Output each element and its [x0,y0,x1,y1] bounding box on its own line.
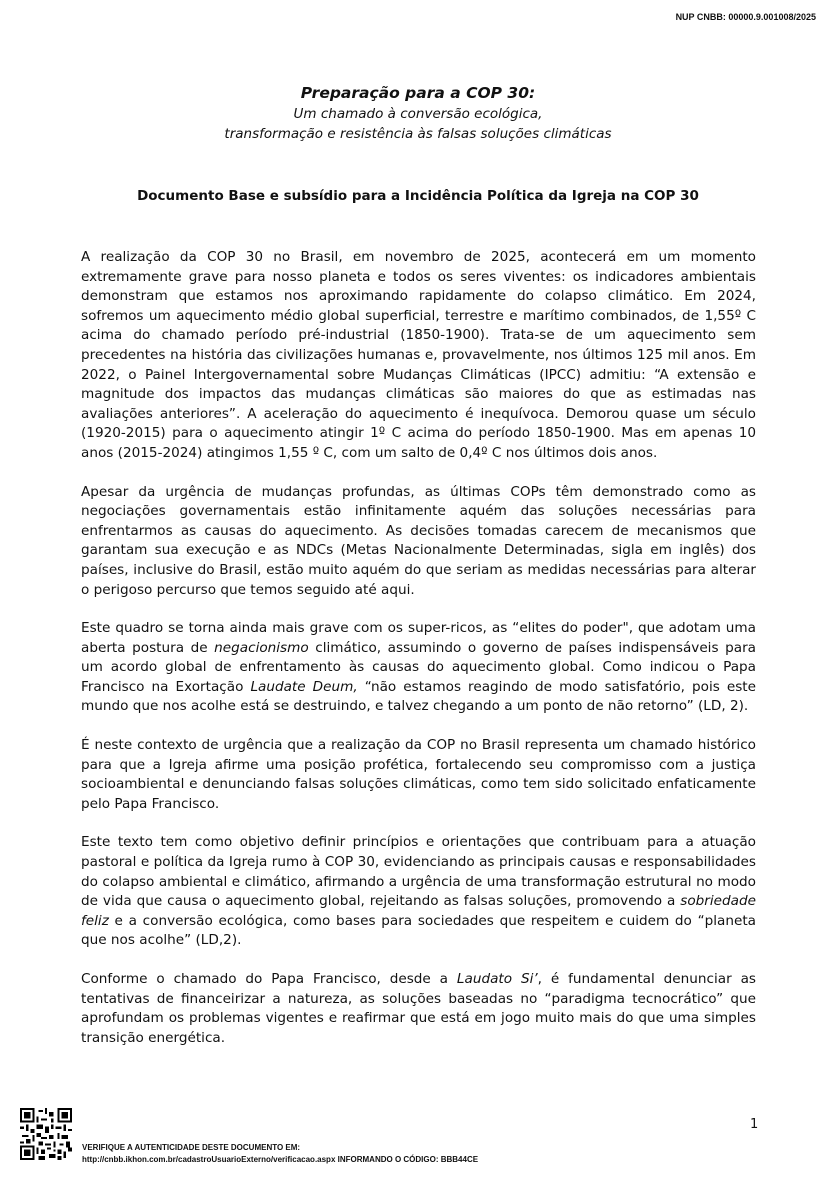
qr-code-icon [20,1108,72,1160]
nup-number: NUP CNBB: 00000.9.001008/2025 [675,12,816,22]
paragraph-3-part-c: “não estamos reagindo de modo satisfatório, pois este mundo que nos acolhe está se destruindo, e talvez chegando a um ponto de não retorno” (LD, 2). [81,678,756,715]
paragraph-3-part-a: Este quadro se torna ainda mais grave com os super-ricos, as “elites do poder", que adotam uma aberta postura de [81,620,756,656]
paragraph-6-part-a: Conforme o chamado do Papa Francisco, desde a [81,971,457,987]
document-title: Preparação para a COP 30: [300,84,536,102]
paragraph-5-emphasis: sobriedade feliz [81,893,756,929]
document-body [81,248,756,1067]
paragraph-5-part-a: Este texto tem como objetivo definir princípios e orientações que contribuam para a atuação pastoral e política da Igreja rumo à COP 30, evidenciando as principais causas e responsabilidades do colapso ambiental e climático, afirmando a urgência de uma transformação estrutural no modo de vida que causa o aquecimento global, rejeitando as falsas soluções, promovendo a [81,834,756,910]
paragraph-6-emphasis: Laudato Si’ [456,971,538,987]
document-subtitle-line-1: Um chamado à conversão ecológica, [293,106,543,122]
paragraph-2: Apesar da urgência de mudanças profundas, as últimas COPs têm demonstrado como as negociações governamentais estão infinitamente aquém das soluções necessárias para enfrentarmos as causas do aquecimento. As decisões tomadas carecem de mecanismos que garantam sua execução e as NDCs (Metas Nacionalmente Determinadas, sigla em inglês) dos países, inclusive do Brasil, estão muito aquém do que seriam as medidas necessárias para alterar o perigoso percurso que temos seguido até aqui. [81,483,756,598]
document-heading: Documento Base e subsídio para a Incidência Política da Igreja na COP 30 [137,188,699,204]
paragraph-5 [81,833,756,951]
paragraph-3-emphasis-2: Laudate Deum, [250,678,358,695]
verification-link[interactable]: http://cnbb.ikhon.com.br/cadastroUsuarioExterno/verificacao.aspx INFORMANDO O CÓDIGO: BBB44CE [82,1155,479,1164]
verification-line-1: VERIFIQUE A AUTENTICIDADE DESTE DOCUMENTO EM: [82,1143,301,1152]
paragraph-5-part-b: e a conversão ecológica, como bases para sociedades que respeitem e cuidem do “planeta que nos acolhe” (LD,2). [81,912,756,949]
paragraph-3-part-b: climático, assumindo o governo de países indispensáveis para um acordo global de enfrentamento às causas do aquecimento global. Como indicou o Papa Francisco na Exortação [81,639,756,695]
paragraph-1: A realização da COP 30 no Brasil, em novembro de 2025, acontecerá em um momento extremamente grave para nosso planeta e todos os seres viventes: os indicadores ambientais demonstram que estamos nos aproximando rapidamente do colapso climático. Em 2024, sofremos um aquecimento médio global superficial, terrestre e marítimo combinados, de 1,55º C acima do chamado período pré-industrial (1850-1900). Trata-se de um aquecimento sem precedentes na história das civilizações humanas e, provavelmente, nos últimos 125 mil anos. Em 2022, o Painel Intergovernamental sobre Mudanças Climáticas (IPCC) admitiu: “A extensão e magnitude dos impactos das mudanças climáticas são maiores do que as estimadas nas avaliações anteriores”. A aceleração do aquecimento é inequívoca. Demorou quase um século (1920-2015) para o aquecimento atingir 1º C acima do período 1850-1900. Mas em apenas 10 anos (2015-2024) atingimos 1,55 º C, com um salto de 0,4º C nos últimos dois anos. [81,249,756,461]
paragraph-6-part-b: , é fundamental denunciar as tentativas de financeirizar a natureza, as soluções baseadas no “paradigma tecnocrático” que aprofundam os problemas vigentes e reafirmar que está em jogo muito mais do que uma simples transição energética. [81,971,756,1046]
paragraph-3 [81,619,756,717]
verification-notice [82,1142,478,1166]
paragraph-3-emphasis-1: negacionismo [214,639,309,656]
title-block [0,82,836,144]
page-number: 1 [750,1117,759,1132]
paragraph-6 [81,970,756,1048]
paragraph-4: É neste contexto de urgência que a realização da COP no Brasil representa um chamado histórico para que a Igreja afirme uma posição profética, fortalecendo seu compromisso com a justiça socioambiental e denunciando falsas soluções climáticas, como tem sido solicitado enfaticamente pelo Papa Francisco. [81,737,756,812]
document-subtitle-line-2: transformação e resistência às falsas soluções climáticas [224,126,612,142]
